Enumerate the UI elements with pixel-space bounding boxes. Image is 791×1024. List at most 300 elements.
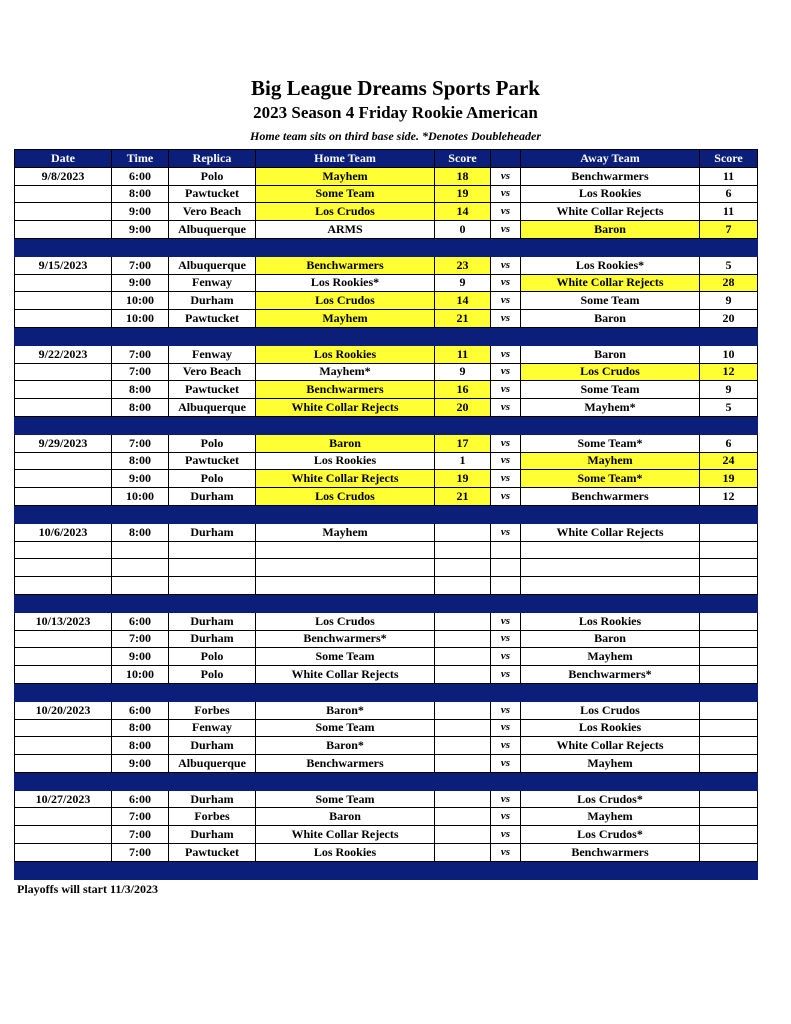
separator-cell: [521, 238, 700, 256]
away-team-cell: Mayhem*: [521, 399, 700, 417]
home-score-cell: [435, 790, 491, 808]
separator-cell: [169, 327, 256, 345]
week-separator-row: [15, 238, 758, 256]
separator-cell: [256, 416, 435, 434]
header-row: [15, 150, 758, 168]
away-team-cell: Los Crudos*: [521, 790, 700, 808]
vs-cell: vs: [491, 701, 521, 719]
home-score-cell: 21: [435, 310, 491, 328]
table-row: [15, 612, 758, 630]
time-cell: 7:00: [112, 826, 169, 844]
home-team-cell: Mayhem: [256, 167, 435, 185]
separator-cell: [169, 238, 256, 256]
replica-cell: Polo: [169, 167, 256, 185]
table-row: [15, 523, 758, 541]
home-team-cell: Baron: [256, 434, 435, 452]
separator-cell: [700, 238, 758, 256]
time-cell: 9:00: [112, 203, 169, 221]
table-row: [15, 203, 758, 221]
vs-cell: vs: [491, 719, 521, 737]
home-score-cell: 19: [435, 470, 491, 488]
home-score-cell: 17: [435, 434, 491, 452]
vs-cell: vs: [491, 399, 521, 417]
separator-cell: [169, 683, 256, 701]
separator-cell: [435, 327, 491, 345]
vs-cell: vs: [491, 612, 521, 630]
time-cell: 6:00: [112, 167, 169, 185]
col-vs: [491, 150, 521, 168]
separator-cell: [15, 594, 112, 612]
home-team-cell: Benchwarmers: [256, 755, 435, 773]
page-note: Home team sits on third base side. *Denotes Doubleheader: [250, 129, 541, 143]
replica-cell: Fenway: [169, 274, 256, 292]
away-score-cell: [700, 755, 758, 773]
separator-cell: [112, 683, 169, 701]
separator-cell: [169, 861, 256, 879]
away-score-cell: 10: [700, 345, 758, 363]
separator-cell: [700, 861, 758, 879]
table-row: [15, 844, 758, 862]
away-team-cell: Baron: [521, 310, 700, 328]
separator-cell: [435, 772, 491, 790]
time-cell: 9:00: [112, 221, 169, 239]
separator-cell: [15, 416, 112, 434]
replica-cell: Forbes: [169, 701, 256, 719]
separator-cell: [112, 772, 169, 790]
table-row: [15, 167, 758, 185]
home-team-cell: Mayhem: [256, 310, 435, 328]
home-team-cell: Benchwarmers*: [256, 630, 435, 648]
home-score-cell: [435, 630, 491, 648]
away-score-cell: 28: [700, 274, 758, 292]
table-row: [15, 826, 758, 844]
home-score-cell: 1: [435, 452, 491, 470]
separator-cell: [435, 505, 491, 523]
separator-cell: [112, 505, 169, 523]
separator-cell: [521, 861, 700, 879]
date-cell: [15, 755, 112, 773]
table-row: [15, 452, 758, 470]
away-team-cell: Los Rookies: [521, 719, 700, 737]
replica-cell: Albuquerque: [169, 755, 256, 773]
table-row: [15, 577, 758, 595]
away-score-cell: 7: [700, 221, 758, 239]
time-cell: 8:00: [112, 523, 169, 541]
home-team-cell: Los Rookies: [256, 452, 435, 470]
date-cell: [15, 363, 112, 381]
vs-cell: vs: [491, 256, 521, 274]
date-cell: 10/13/2023: [15, 612, 112, 630]
table-row: [15, 755, 758, 773]
date-cell: [15, 666, 112, 684]
away-team-cell: Benchwarmers: [521, 844, 700, 862]
home-score-cell: 16: [435, 381, 491, 399]
date-cell: [15, 648, 112, 666]
away-team-cell: Benchwarmers: [521, 488, 700, 506]
home-team-cell: Los Crudos: [256, 203, 435, 221]
vs-cell: vs: [491, 755, 521, 773]
col-home-team: Home Team: [256, 150, 435, 168]
time-cell: [112, 577, 169, 595]
vs-cell: vs: [491, 523, 521, 541]
away-score-cell: [700, 666, 758, 684]
separator-cell: [491, 238, 521, 256]
away-team-cell: Some Team*: [521, 434, 700, 452]
away-team-cell: Mayhem: [521, 808, 700, 826]
home-score-cell: [435, 523, 491, 541]
date-cell: 9/22/2023: [15, 345, 112, 363]
time-cell: 8:00: [112, 719, 169, 737]
playoffs-note: Playoffs will start 11/3/2023: [17, 882, 158, 896]
home-team-cell: Los Crudos: [256, 612, 435, 630]
separator-cell: [15, 505, 112, 523]
home-team-cell: ARMS: [256, 221, 435, 239]
time-cell: 7:00: [112, 844, 169, 862]
replica-cell: Durham: [169, 488, 256, 506]
date-cell: [15, 470, 112, 488]
vs-cell: vs: [491, 381, 521, 399]
separator-cell: [169, 416, 256, 434]
away-score-cell: 24: [700, 452, 758, 470]
replica-cell: Albuquerque: [169, 256, 256, 274]
separator-cell: [169, 772, 256, 790]
table-row: [15, 559, 758, 577]
separator-cell: [521, 772, 700, 790]
home-score-cell: [435, 755, 491, 773]
date-cell: [15, 737, 112, 755]
away-team-cell: [521, 559, 700, 577]
col-date: Date: [15, 150, 112, 168]
replica-cell: Forbes: [169, 808, 256, 826]
date-cell: [15, 541, 112, 559]
home-score-cell: 0: [435, 221, 491, 239]
away-team-cell: Benchwarmers: [521, 167, 700, 185]
away-score-cell: [700, 701, 758, 719]
week-separator-row: [15, 772, 758, 790]
home-score-cell: 9: [435, 363, 491, 381]
separator-cell: [112, 327, 169, 345]
time-cell: 7:00: [112, 630, 169, 648]
replica-cell: Durham: [169, 630, 256, 648]
home-team-cell: Benchwarmers: [256, 256, 435, 274]
away-team-cell: Mayhem: [521, 648, 700, 666]
vs-cell: vs: [491, 737, 521, 755]
time-cell: 10:00: [112, 488, 169, 506]
home-team-cell: Los Rookies*: [256, 274, 435, 292]
separator-cell: [491, 861, 521, 879]
home-team-cell: Some Team: [256, 719, 435, 737]
away-score-cell: [700, 790, 758, 808]
table-row: [15, 648, 758, 666]
table-row: [15, 345, 758, 363]
home-score-cell: [435, 737, 491, 755]
home-team-cell: Los Crudos: [256, 488, 435, 506]
away-team-cell: White Collar Rejects: [521, 737, 700, 755]
away-score-cell: [700, 541, 758, 559]
date-cell: [15, 203, 112, 221]
time-cell: 8:00: [112, 381, 169, 399]
home-score-cell: 20: [435, 399, 491, 417]
date-cell: [15, 292, 112, 310]
date-cell: 10/20/2023: [15, 701, 112, 719]
time-cell: 6:00: [112, 612, 169, 630]
table-row: [15, 541, 758, 559]
time-cell: 8:00: [112, 185, 169, 203]
time-cell: 7:00: [112, 345, 169, 363]
vs-cell: vs: [491, 363, 521, 381]
vs-cell: vs: [491, 203, 521, 221]
vs-cell: vs: [491, 434, 521, 452]
vs-cell: vs: [491, 310, 521, 328]
home-score-cell: 14: [435, 203, 491, 221]
away-team-cell: Some Team: [521, 292, 700, 310]
away-score-cell: [700, 737, 758, 755]
away-team-cell: Mayhem: [521, 452, 700, 470]
away-score-cell: 5: [700, 256, 758, 274]
separator-cell: [491, 327, 521, 345]
away-score-cell: [700, 844, 758, 862]
separator-cell: [169, 594, 256, 612]
away-team-cell: Some Team: [521, 381, 700, 399]
separator-cell: [15, 861, 112, 879]
date-cell: 9/29/2023: [15, 434, 112, 452]
home-team-cell: Some Team: [256, 185, 435, 203]
table-row: [15, 470, 758, 488]
separator-cell: [256, 861, 435, 879]
away-score-cell: [700, 719, 758, 737]
replica-cell: Durham: [169, 826, 256, 844]
separator-cell: [521, 594, 700, 612]
away-team-cell: [521, 541, 700, 559]
date-cell: [15, 310, 112, 328]
vs-cell: vs: [491, 630, 521, 648]
away-score-cell: 19: [700, 470, 758, 488]
time-cell: 6:00: [112, 790, 169, 808]
separator-cell: [491, 683, 521, 701]
separator-cell: [521, 505, 700, 523]
time-cell: 8:00: [112, 737, 169, 755]
date-cell: [15, 844, 112, 862]
away-team-cell: Los Rookies: [521, 185, 700, 203]
time-cell: 9:00: [112, 470, 169, 488]
table-row: [15, 185, 758, 203]
vs-cell: [491, 541, 521, 559]
vs-cell: vs: [491, 790, 521, 808]
home-score-cell: 21: [435, 488, 491, 506]
date-cell: [15, 221, 112, 239]
home-score-cell: 11: [435, 345, 491, 363]
replica-cell: Durham: [169, 523, 256, 541]
replica-cell: [169, 577, 256, 595]
away-score-cell: 12: [700, 488, 758, 506]
replica-cell: Durham: [169, 737, 256, 755]
home-team-cell: White Collar Rejects: [256, 666, 435, 684]
separator-cell: [256, 683, 435, 701]
away-score-cell: 9: [700, 292, 758, 310]
away-score-cell: 5: [700, 399, 758, 417]
separator-cell: [491, 416, 521, 434]
table-row: [15, 790, 758, 808]
vs-cell: vs: [491, 648, 521, 666]
home-team-cell: Some Team: [256, 648, 435, 666]
away-team-cell: Benchwarmers*: [521, 666, 700, 684]
week-separator-row: [15, 683, 758, 701]
col-replica: Replica: [169, 150, 256, 168]
date-cell: 9/8/2023: [15, 167, 112, 185]
away-team-cell: White Collar Rejects: [521, 523, 700, 541]
home-score-cell: 18: [435, 167, 491, 185]
table-row: [15, 666, 758, 684]
home-team-cell: Los Rookies: [256, 844, 435, 862]
col-away-team: Away Team: [521, 150, 700, 168]
separator-cell: [435, 238, 491, 256]
separator-cell: [700, 772, 758, 790]
home-team-cell: [256, 577, 435, 595]
vs-cell: vs: [491, 488, 521, 506]
separator-cell: [521, 416, 700, 434]
replica-cell: Polo: [169, 434, 256, 452]
replica-cell: Pawtucket: [169, 185, 256, 203]
replica-cell: Fenway: [169, 345, 256, 363]
time-cell: 9:00: [112, 648, 169, 666]
separator-cell: [15, 238, 112, 256]
home-team-cell: Baron: [256, 808, 435, 826]
separator-cell: [521, 327, 700, 345]
vs-cell: vs: [491, 167, 521, 185]
page-title: Big League Dreams Sports Park: [251, 76, 540, 100]
home-score-cell: [435, 719, 491, 737]
replica-cell: Polo: [169, 470, 256, 488]
vs-cell: [491, 559, 521, 577]
away-team-cell: White Collar Rejects: [521, 274, 700, 292]
separator-cell: [700, 683, 758, 701]
home-score-cell: [435, 577, 491, 595]
vs-cell: vs: [491, 452, 521, 470]
date-cell: [15, 399, 112, 417]
home-score-cell: 9: [435, 274, 491, 292]
time-cell: 7:00: [112, 434, 169, 452]
vs-cell: vs: [491, 844, 521, 862]
home-score-cell: [435, 559, 491, 577]
vs-cell: vs: [491, 345, 521, 363]
separator-cell: [435, 594, 491, 612]
table-row: [15, 719, 758, 737]
vs-cell: vs: [491, 185, 521, 203]
separator-cell: [700, 416, 758, 434]
separator-cell: [112, 238, 169, 256]
schedule-table: [14, 149, 758, 880]
home-score-cell: [435, 612, 491, 630]
home-score-cell: [435, 666, 491, 684]
separator-cell: [15, 683, 112, 701]
separator-cell: [15, 327, 112, 345]
date-cell: [15, 381, 112, 399]
replica-cell: Durham: [169, 790, 256, 808]
time-cell: 8:00: [112, 452, 169, 470]
table-row: [15, 381, 758, 399]
separator-cell: [435, 683, 491, 701]
replica-cell: Fenway: [169, 719, 256, 737]
replica-cell: [169, 541, 256, 559]
time-cell: 8:00: [112, 399, 169, 417]
separator-cell: [491, 594, 521, 612]
home-team-cell: [256, 559, 435, 577]
away-team-cell: Baron: [521, 345, 700, 363]
away-team-cell: White Collar Rejects: [521, 203, 700, 221]
replica-cell: Vero Beach: [169, 363, 256, 381]
separator-cell: [112, 594, 169, 612]
col-home-score: Score: [435, 150, 491, 168]
separator-cell: [15, 772, 112, 790]
away-team-cell: Los Rookies*: [521, 256, 700, 274]
home-team-cell: Baron*: [256, 701, 435, 719]
week-separator-row: [15, 594, 758, 612]
away-score-cell: 11: [700, 203, 758, 221]
home-score-cell: [435, 648, 491, 666]
table-row: [15, 399, 758, 417]
time-cell: 9:00: [112, 274, 169, 292]
schedule-body: [15, 167, 758, 879]
page-subtitle: 2023 Season 4 Friday Rookie American: [253, 103, 538, 122]
separator-cell: [435, 861, 491, 879]
date-cell: [15, 630, 112, 648]
date-cell: [15, 488, 112, 506]
week-separator-row: [15, 327, 758, 345]
separator-cell: [169, 505, 256, 523]
date-cell: [15, 808, 112, 826]
separator-cell: [491, 505, 521, 523]
time-cell: 10:00: [112, 292, 169, 310]
vs-cell: vs: [491, 808, 521, 826]
table-row: [15, 256, 758, 274]
away-team-cell: [521, 577, 700, 595]
home-team-cell: Los Rookies: [256, 345, 435, 363]
col-away-score: Score: [700, 150, 758, 168]
home-team-cell: [256, 541, 435, 559]
table-row: [15, 221, 758, 239]
home-score-cell: [435, 826, 491, 844]
separator-cell: [256, 594, 435, 612]
home-team-cell: Mayhem*: [256, 363, 435, 381]
time-cell: 7:00: [112, 256, 169, 274]
table-row: [15, 274, 758, 292]
replica-cell: Albuquerque: [169, 399, 256, 417]
away-score-cell: [700, 826, 758, 844]
away-score-cell: 11: [700, 167, 758, 185]
date-cell: [15, 719, 112, 737]
home-score-cell: 19: [435, 185, 491, 203]
time-cell: 10:00: [112, 310, 169, 328]
vs-cell: vs: [491, 221, 521, 239]
separator-cell: [256, 772, 435, 790]
away-score-cell: 12: [700, 363, 758, 381]
week-separator-row: [15, 505, 758, 523]
date-cell: 10/6/2023: [15, 523, 112, 541]
home-score-cell: 23: [435, 256, 491, 274]
vs-cell: vs: [491, 666, 521, 684]
table-row: [15, 292, 758, 310]
replica-cell: Vero Beach: [169, 203, 256, 221]
replica-cell: Pawtucket: [169, 452, 256, 470]
away-team-cell: Los Crudos*: [521, 826, 700, 844]
away-team-cell: Los Rookies: [521, 612, 700, 630]
table-row: [15, 434, 758, 452]
away-team-cell: Los Crudos: [521, 701, 700, 719]
separator-cell: [256, 327, 435, 345]
table-row: [15, 310, 758, 328]
replica-cell: Polo: [169, 666, 256, 684]
replica-cell: Pawtucket: [169, 844, 256, 862]
